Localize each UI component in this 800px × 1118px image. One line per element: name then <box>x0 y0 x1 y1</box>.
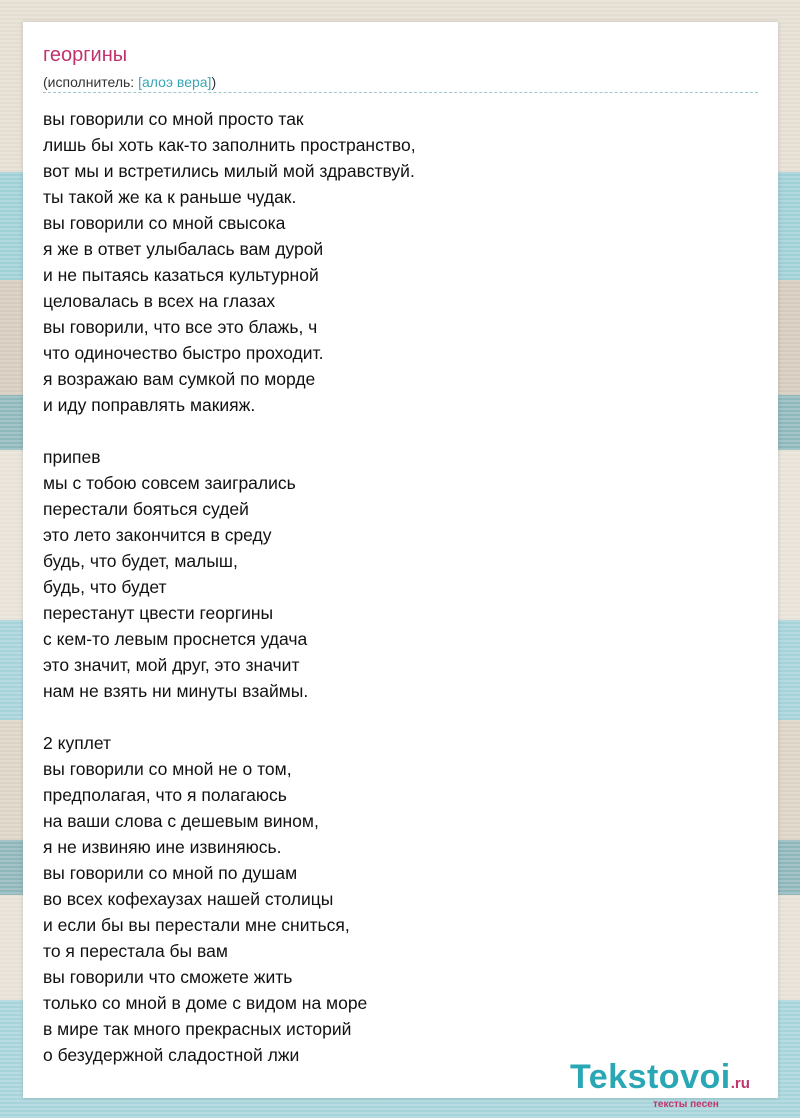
artist-prefix: (исполнитель: <box>43 74 139 90</box>
lyrics-line: и не пытаясь казаться культурной <box>43 265 319 285</box>
lyrics-line: лишь бы хоть как-то заполнить пространство, <box>43 135 416 155</box>
song-title: георгины <box>43 44 128 66</box>
lyrics-line: нам не взять ни минуты взаймы. <box>43 681 309 701</box>
lyrics-line: 2 куплет <box>43 733 112 753</box>
lyrics-line: вы говорили что сможете жить <box>43 967 293 987</box>
lyrics-line: будь, что будет <box>43 577 167 597</box>
lyrics-sheet <box>23 22 778 1110</box>
lyrics-line: на ваши слова с дешевым вином, <box>43 811 319 831</box>
artist-link[interactable]: [алоэ вера] <box>138 74 212 90</box>
artist-suffix: ) <box>211 74 217 90</box>
lyrics-line: вот мы и встретились милый мой здравствуй. <box>43 161 415 181</box>
artist-line <box>43 74 216 90</box>
lyrics-line: я не извиняю ине извиняюсь. <box>43 837 282 857</box>
divider <box>43 92 758 93</box>
lyrics-body <box>43 106 416 1068</box>
lyrics-blank-line <box>43 418 416 444</box>
site-logo[interactable] <box>570 1058 750 1108</box>
lyrics-line: ты такой же ка к раньше чудак. <box>43 187 297 207</box>
lyrics-line: это лето закончится в среду <box>43 525 272 545</box>
lyrics-line: с кем-то левым проснется удача <box>43 629 308 649</box>
lyrics-line: и если бы вы перестали мне сниться, <box>43 915 350 935</box>
logo-wordmark: Tekstovoi <box>570 1058 731 1096</box>
lyrics-line: припев <box>43 447 101 467</box>
lyrics-line: вы говорили со мной по душам <box>43 863 298 883</box>
lyrics-line: во всех кофехаузах нашей столицы <box>43 889 334 909</box>
lyrics-line: вы говорили со мной свысока <box>43 213 286 233</box>
logo-tld: .ru <box>730 1075 750 1092</box>
lyrics-line: в мире так много прекрасных историй <box>43 1019 352 1039</box>
lyrics-line: это значит, мой друг, это значит <box>43 655 300 675</box>
lyrics-line: то я перестала бы вам <box>43 941 228 961</box>
lyrics-line: вы говорили со мной просто так <box>43 109 304 129</box>
lyrics-line: о безудержной сладостной лжи <box>43 1045 300 1065</box>
lyrics-line: будь, что будет, малыш, <box>43 551 238 571</box>
lyrics-line: вы говорили со мной не о том, <box>43 759 292 779</box>
lyrics-line: я же в ответ улыбалась вам дурой <box>43 239 324 259</box>
logo-tagline: тексты песен <box>653 1099 719 1110</box>
lyrics-line: мы с тобою совсем заигрались <box>43 473 296 493</box>
lyrics-line: вы говорили, что все это блажь, ч <box>43 317 318 337</box>
lyrics-line: и иду поправлять макияж. <box>43 395 256 415</box>
lyrics-line: я возражаю вам сумкой по морде <box>43 369 316 389</box>
lyrics-line: только со мной в доме с видом на море <box>43 993 368 1013</box>
lyrics-line: целовалась в всех на глазах <box>43 291 276 311</box>
lyrics-line: что одиночество быстро проходит. <box>43 343 324 363</box>
lyrics-line: перестанут цвести георгины <box>43 603 274 623</box>
lyrics-line: перестали бояться судей <box>43 499 249 519</box>
lyrics-line: предполагая, что я полагаюсь <box>43 785 287 805</box>
lyrics-blank-line <box>43 704 416 730</box>
